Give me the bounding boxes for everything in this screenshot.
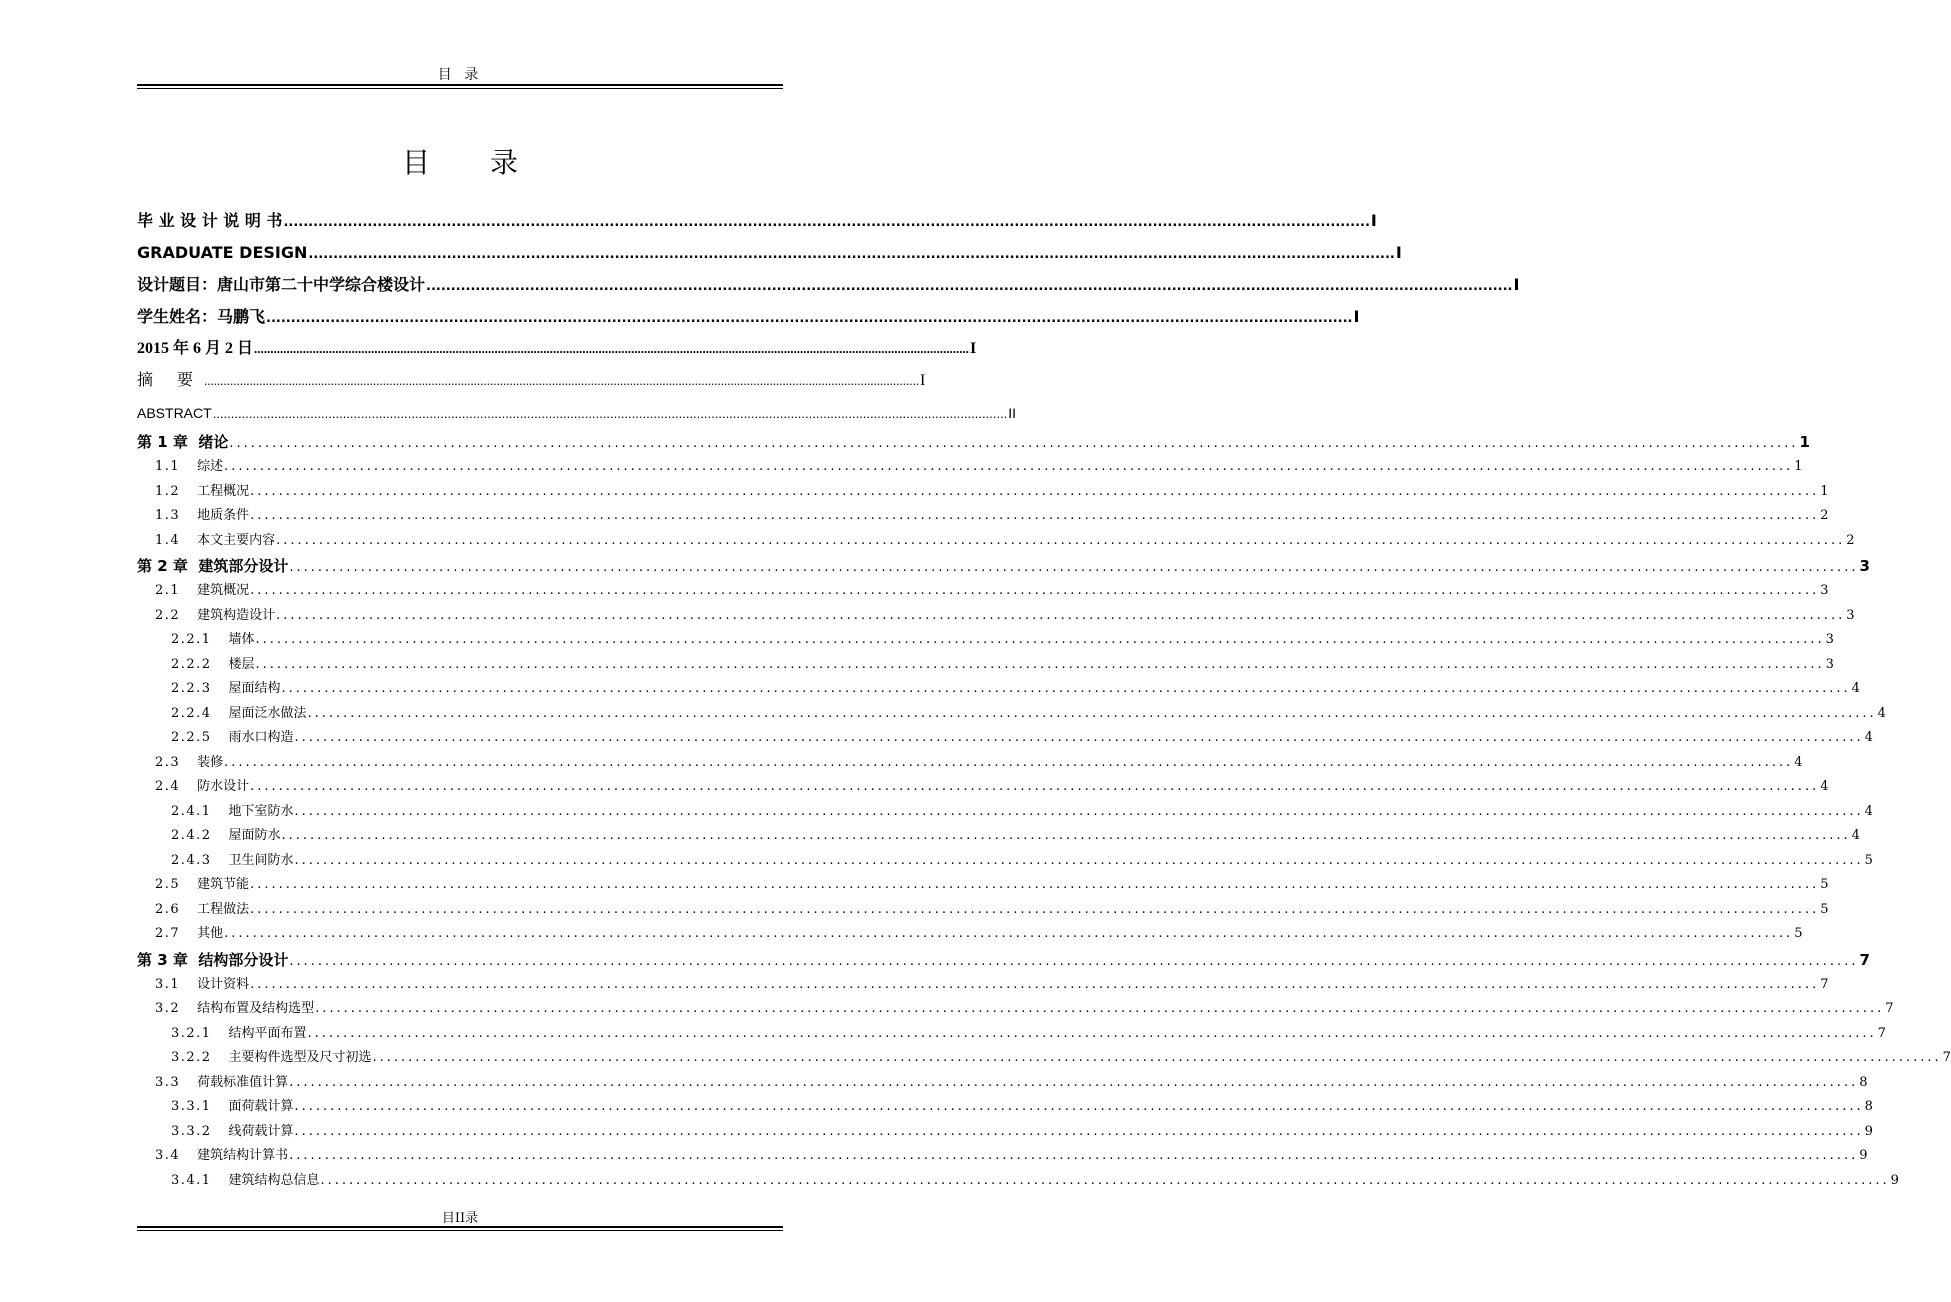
toc-entry-page: 4	[1794, 754, 1803, 770]
toc-entry-title: 工程概况	[197, 483, 250, 499]
toc-entry-page: 9	[1859, 1148, 1868, 1163]
toc-entry[interactable]	[137, 553, 1870, 579]
toc-entry-page: 8	[1864, 1099, 1873, 1114]
toc-entry-number: 2.2	[155, 607, 198, 623]
toc-entry[interactable]	[137, 898, 1829, 923]
toc-entry-title: 墙体	[228, 632, 255, 647]
toc-entry-page: 5	[1794, 926, 1803, 941]
dot-leader: ............................................................................................................................................................................................................................	[276, 607, 1846, 623]
toc-entry[interactable]	[137, 269, 1520, 301]
toc-entry-number: 3.2.1	[171, 1025, 229, 1041]
dot-leader: ............................................................................................................................................................................................................................	[426, 279, 1513, 294]
dot-leader: ............................................................................................................................................................................................................................	[294, 1099, 1864, 1114]
toc-entry-title: 其他	[197, 926, 224, 941]
dot-leader: ............................................................................................................................................................................................................................	[250, 976, 1820, 992]
dot-leader: ............................................................................................................................................................................................................................	[283, 215, 1370, 230]
toc-entry-title: 地质条件	[197, 508, 250, 523]
toc-entry-number: 2.2.5	[171, 730, 229, 745]
toc-entry-page: 3	[1846, 607, 1855, 623]
title-char-right: 录	[490, 146, 519, 179]
toc-entry-title: 学生姓名：马鹏飞	[137, 307, 266, 326]
toc-entry-page: 7	[1859, 950, 1870, 969]
toc-entry-number: 1.2	[155, 483, 198, 499]
toc-entry-title: 结构部分设计	[198, 950, 289, 969]
toc-entry-title: 建筑构造设计	[197, 607, 276, 623]
running-header: 目 录	[437, 67, 483, 83]
toc-entry-page: 7	[1942, 1050, 1951, 1065]
toc-entry-page: 4	[1864, 730, 1873, 745]
dot-leader: ............................................................................................................................................................................................................................	[289, 1148, 1859, 1163]
toc-entry-title: 本文主要内容	[197, 532, 276, 548]
toc-entry-page: I	[1513, 275, 1520, 294]
toc-entry-title: 楼层	[228, 656, 255, 672]
toc-entry-title: 屋面结构	[228, 681, 281, 696]
dot-leader: ............................................................................................................................................................................................................................	[250, 583, 1820, 598]
toc-entry-title: 2015 年 6 月 2 日	[137, 340, 254, 357]
toc-entry[interactable]	[137, 333, 977, 365]
dot-leader: ............................................................................................................................................................................................................................	[250, 508, 1820, 523]
toc-entry[interactable]	[137, 301, 1360, 333]
toc-entry[interactable]	[137, 702, 1886, 727]
toc-entry-number: 3.3.2	[171, 1123, 229, 1139]
toc-entry[interactable]	[137, 726, 1873, 751]
toc-entry-page: I	[1353, 307, 1360, 326]
dot-leader: ............................................................................................................................................................................................................................	[224, 926, 1794, 941]
toc-entry-number: 1.1	[155, 459, 198, 474]
toc-entry[interactable]	[137, 1071, 1868, 1096]
toc-entry[interactable]	[137, 973, 1829, 998]
toc-entry[interactable]	[137, 1144, 1868, 1169]
toc-entry[interactable]	[137, 628, 1834, 653]
dot-leader: ............................................................................................................................................................................................................................	[255, 632, 1825, 647]
toc-entry-page: 5	[1864, 852, 1873, 868]
dot-leader: ............................................................................................................................................................................................................................	[320, 1172, 1890, 1188]
toc-entry[interactable]	[137, 800, 1873, 825]
toc-entry-title: 建筑节能	[197, 877, 250, 892]
toc-entry-page: 3	[1820, 583, 1829, 598]
dot-leader: ............................................................................................................................................................................................................................	[294, 1123, 1864, 1139]
toc-entry[interactable]	[137, 1022, 1886, 1047]
toc-entry[interactable]	[137, 1046, 1951, 1071]
dot-leader: ............................................................................................................................................................................................................................	[254, 341, 970, 356]
toc-entry-title: 面荷载计算	[228, 1099, 294, 1114]
toc-entry-page: I	[1370, 211, 1377, 230]
toc-entry-number: 2.4.1	[171, 803, 229, 819]
dot-leader: ............................................................................................................................................................................................................................	[212, 406, 1008, 421]
toc-entry-page: 9	[1864, 1123, 1873, 1139]
toc-entry-title: 建筑结构计算书	[197, 1148, 289, 1163]
toc-entry-page: 3	[1825, 656, 1834, 672]
dot-leader: ............................................................................................................................................................................................................................	[289, 560, 1859, 575]
toc-entry[interactable]	[137, 677, 1860, 702]
dot-leader: ............................................................................................................................................................................................................................	[294, 730, 1864, 745]
dot-leader: ............................................................................................................................................................................................................................	[250, 877, 1820, 892]
toc-entry-title: 综述	[197, 459, 224, 474]
toc-entry-number: 2.4.3	[171, 852, 229, 868]
toc-entry-title: 设计资料	[197, 976, 250, 992]
toc-entry-title: 摘 要	[137, 372, 204, 389]
dot-leader: ............................................................................................................................................................................................................................	[294, 852, 1864, 868]
dot-leader: ............................................................................................................................................................................................................................	[281, 681, 1851, 696]
dot-leader: ............................................................................................................................................................................................................................	[204, 373, 920, 388]
dot-leader: ............................................................................................................................................................................................................................	[255, 656, 1825, 672]
toc-entry[interactable]	[137, 237, 1402, 269]
toc-entry[interactable]	[137, 947, 1870, 973]
toc-entry[interactable]	[137, 849, 1873, 874]
toc-entry-title: 建筑概况	[197, 583, 250, 598]
toc-entry-page: 4	[1877, 705, 1886, 721]
dot-leader: ............................................................................................................................................................................................................................	[281, 828, 1851, 843]
toc-entry-page: 1	[1820, 483, 1829, 499]
dot-leader: ............................................................................................................................................................................................................................	[224, 754, 1794, 770]
toc-entry-number: 1.3	[155, 508, 198, 523]
toc-entry-page: 5	[1820, 901, 1829, 917]
toc-entry-number: 1.4	[155, 532, 198, 548]
toc-entry-page: 4	[1851, 681, 1860, 696]
toc-entry-page: 4	[1820, 779, 1829, 794]
toc-entry-number: 3.2	[155, 1001, 198, 1016]
toc-entry[interactable]	[137, 397, 1017, 429]
toc-entry-page: 4	[1864, 803, 1873, 819]
toc-entry[interactable]	[137, 1169, 1899, 1194]
toc-entry-number: 2.7	[155, 926, 198, 941]
table-of-contents	[137, 205, 1951, 1193]
toc-entry-number: 第 2 章	[137, 557, 199, 575]
toc-entry[interactable]	[137, 504, 1829, 529]
toc-entry-number: 2.3	[155, 754, 198, 770]
toc-entry[interactable]	[137, 1095, 1873, 1120]
dot-leader: ............................................................................................................................................................................................................................	[250, 901, 1820, 917]
toc-entry[interactable]	[137, 997, 1894, 1022]
toc-entry-number: 2.6	[155, 901, 198, 917]
toc-entry-page: 7	[1877, 1025, 1886, 1041]
dot-leader: ............................................................................................................................................................................................................................	[372, 1050, 1942, 1065]
toc-entry-page: 3	[1825, 632, 1834, 647]
dot-leader: ............................................................................................................................................................................................................................	[307, 705, 1877, 721]
page-title	[0, 141, 920, 181]
toc-entry-page: 2	[1846, 532, 1855, 548]
toc-entry-number: 2.2.3	[171, 681, 229, 696]
toc-entry-title: 装修	[197, 754, 224, 770]
toc-entry-page: 1	[1799, 433, 1810, 451]
toc-entry[interactable]	[137, 653, 1834, 678]
toc-entry[interactable]	[137, 480, 1829, 505]
toc-entry-number: 第 3 章	[137, 950, 199, 969]
dot-leader: ............................................................................................................................................................................................................................	[315, 1001, 1885, 1016]
toc-entry-title: ABSTRACT	[137, 405, 212, 421]
title-char-left: 目	[401, 146, 430, 179]
toc-entry-page: 7	[1885, 1001, 1894, 1016]
toc-entry-number: 3.2.2	[171, 1050, 229, 1065]
dot-leader: ............................................................................................................................................................................................................................	[224, 459, 1794, 474]
toc-entry-page: 4	[1851, 828, 1860, 843]
toc-entry-title: 屋面泛水做法	[228, 705, 307, 721]
toc-entry-title: 工程做法	[197, 901, 250, 917]
dot-leader: ............................................................................................................................................................................................................................	[266, 311, 1353, 326]
dot-leader: ............................................................................................................................................................................................................................	[250, 779, 1820, 794]
toc-entry-title: 屋面防水	[228, 828, 281, 843]
running-footer: 目II录	[441, 1211, 479, 1226]
toc-entry-page: II	[1008, 405, 1017, 421]
dot-leader: ............................................................................................................................................................................................................................	[307, 1025, 1877, 1041]
toc-entry-page: I	[1395, 243, 1402, 262]
toc-entry-page: 2	[1820, 508, 1829, 523]
toc-entry[interactable]	[137, 365, 926, 397]
toc-entry-page: 1	[1794, 459, 1803, 474]
dot-leader: ............................................................................................................................................................................................................................	[276, 532, 1846, 548]
toc-entry-number: 2.2.2	[171, 656, 229, 672]
header-double-rule	[137, 84, 783, 89]
toc-entry-title: 防水设计	[197, 779, 250, 794]
dot-leader: ............................................................................................................................................................................................................................	[294, 803, 1864, 819]
toc-entry-number: 2.2.1	[171, 632, 229, 647]
toc-entry-number: 3.3	[155, 1074, 198, 1090]
toc-entry-number: 3.1	[155, 976, 198, 992]
toc-entry-number: 2.1	[155, 583, 198, 598]
toc-entry-title: GRADUATE DESIGN	[137, 243, 308, 262]
dot-leader: ............................................................................................................................................................................................................................	[289, 953, 1859, 969]
toc-entry-number: 3.4	[155, 1148, 198, 1163]
dot-leader: ............................................................................................................................................................................................................................	[250, 483, 1820, 499]
dot-leader: ............................................................................................................................................................................................................................	[289, 1074, 1859, 1090]
toc-entry-title: 荷载标准值计算	[197, 1074, 289, 1090]
toc-entry-number: 3.4.1	[171, 1172, 229, 1188]
toc-entry-title: 雨水口构造	[228, 730, 294, 745]
toc-entry-page: 9	[1890, 1172, 1899, 1188]
toc-entry-title: 主要构件选型及尺寸初选	[228, 1050, 372, 1065]
toc-entry[interactable]	[137, 604, 1855, 629]
toc-entry-title: 卫生间防水	[228, 852, 294, 868]
dot-leader: ............................................................................................................................................................................................................................	[229, 436, 1799, 451]
toc-entry[interactable]	[137, 579, 1829, 604]
toc-entry[interactable]	[137, 751, 1803, 776]
toc-entry-number: 第 1 章	[137, 433, 199, 451]
toc-entry[interactable]	[137, 824, 1860, 849]
toc-entry-number: 2.5	[155, 877, 198, 892]
toc-entry-title: 设计题目：唐山市第二十中学综合楼设计	[137, 275, 426, 294]
toc-entry-number: 2.4.2	[171, 828, 229, 843]
toc-entry-title: 结构平面布置	[228, 1025, 307, 1041]
toc-entry[interactable]	[137, 455, 1803, 480]
toc-entry-title: 建筑部分设计	[198, 557, 289, 575]
toc-entry-page: 8	[1859, 1074, 1868, 1090]
toc-entry[interactable]	[137, 429, 1810, 455]
toc-entry[interactable]	[137, 922, 1803, 947]
toc-entry-page: I	[920, 372, 926, 389]
toc-entry-page: 7	[1820, 976, 1829, 992]
toc-entry-page: I	[970, 340, 977, 357]
toc-entry-number: 3.3.1	[171, 1099, 229, 1114]
dot-leader: ............................................................................................................................................................................................................................	[308, 247, 1395, 262]
toc-entry[interactable]	[137, 1120, 1873, 1145]
toc-entry-page: 3	[1859, 557, 1870, 575]
toc-entry-title: 毕 业 设 计 说 明 书	[137, 211, 283, 230]
toc-entry[interactable]	[137, 873, 1829, 898]
footer-double-rule	[137, 1226, 783, 1231]
toc-entry-page: 5	[1820, 877, 1829, 892]
toc-entry-title: 绪论	[198, 433, 229, 451]
toc-entry-number: 2.4	[155, 779, 198, 794]
toc-entry-title: 地下室防水	[228, 803, 294, 819]
toc-entry-number: 2.2.4	[171, 705, 229, 721]
toc-entry[interactable]	[137, 529, 1855, 554]
toc-entry[interactable]	[137, 775, 1829, 800]
toc-entry[interactable]	[137, 205, 1377, 237]
toc-entry-title: 线荷载计算	[228, 1123, 294, 1139]
toc-entry-title: 结构布置及结构选型	[197, 1001, 315, 1016]
toc-entry-title: 建筑结构总信息	[228, 1172, 320, 1188]
